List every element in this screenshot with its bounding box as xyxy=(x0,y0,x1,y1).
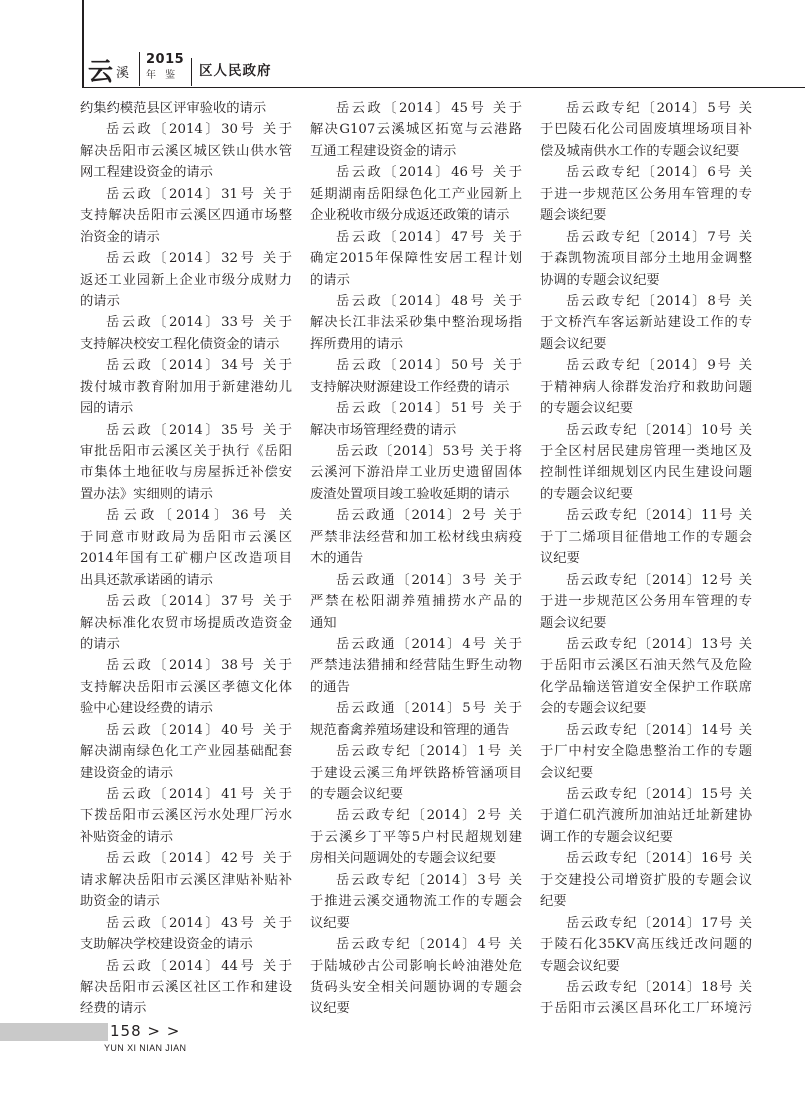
text-line: 经费的请示 xyxy=(80,1001,147,1017)
text-line: 严禁在松阳湖养殖捕捞水产品的 xyxy=(310,594,522,610)
text-line: 岳云政专纪〔2014〕14号 关 xyxy=(566,722,752,738)
yearbook-logo-main: 云 xyxy=(88,57,114,86)
text-line: 严禁违法猎捕和经营陆生野生动物 xyxy=(310,658,522,674)
text-line: 岳云政专纪〔2014〕13号 关 xyxy=(566,636,752,652)
text-line: 支持解决校安工程化债资金的请示 xyxy=(80,336,280,352)
text-line: 岳云政通〔2014〕3号 关于 xyxy=(336,572,522,588)
text-line: 支持解决岳阳市云溪区四通市场整 xyxy=(80,208,292,224)
text-line: 于推进云溪交通物流工作的专题会 xyxy=(310,894,522,910)
header-divider xyxy=(139,52,140,86)
text-line: 于全区村居民建房管理一类地区及 xyxy=(540,444,752,459)
text-line: 的通告 xyxy=(310,679,350,695)
text-line: 确定2015年保障性安居工程计划 xyxy=(310,251,522,267)
text-line: 议纪要 xyxy=(540,551,580,567)
text-line: 云溪河下游沿岸工业历史遗留固体 xyxy=(310,465,522,481)
text-line: 控制性详细规划区内民生建设问题 xyxy=(540,465,752,481)
text-line: 岳云政专纪〔2014〕17号 关 xyxy=(566,915,752,931)
text-line: 岳云政〔2014〕51号 关于 xyxy=(336,401,522,417)
text-line: 置办法》实细则的请示 xyxy=(80,486,213,502)
text-line: 企业税收市级分成返还政策的请示 xyxy=(310,208,510,224)
text-line: 纪要 xyxy=(540,894,567,910)
text-line: 岳云政〔2014〕30号 关于 xyxy=(106,122,292,138)
text-line: 的请示 xyxy=(80,636,120,652)
text-column-middle xyxy=(310,98,522,1020)
text-line: 解决标准化农贸市场提质改造资金 xyxy=(80,615,292,631)
text-line: 木的通告 xyxy=(310,551,364,567)
text-line: 岳云政专纪〔2014〕4号 关 xyxy=(336,937,522,953)
text-line: 废渣处置项目竣工验收延期的请示 xyxy=(310,486,510,502)
text-line: 岳云政专纪〔2014〕12号 关 xyxy=(566,572,752,588)
text-line: 专题会议纪要 xyxy=(540,958,620,974)
text-line: 拨付城市教育附加用于新建港幼儿 xyxy=(80,379,292,395)
text-line: 解决岳阳市云溪区社区工作和建设 xyxy=(80,979,292,995)
text-line: 出具还款承诺函的请示 xyxy=(80,572,213,588)
text-line: 会议纪要 xyxy=(540,765,594,781)
text-line: 题会议纪要 xyxy=(540,336,607,352)
text-line: 返还工业园新上企业市级分成财力 xyxy=(80,272,292,288)
text-line: 解决湖南绿色化工产业园基础配套 xyxy=(80,744,292,760)
text-line: 岳云政〔2014〕50号 关于 xyxy=(336,358,522,374)
text-line: 岳云政〔2014〕36号 关 xyxy=(106,508,292,524)
text-line: 房相关问题调处的专题会议纪要 xyxy=(310,851,497,867)
text-line: 岳云政专纪〔2014〕5号 关 xyxy=(566,101,752,116)
text-line: 岳云政专纪〔2014〕15号 关 xyxy=(566,787,752,802)
text-line: 岳云政〔2014〕38号 关于 xyxy=(106,658,292,674)
text-line: 岳云政专纪〔2014〕18号 关 xyxy=(566,979,752,995)
text-line: 岳云政专纪〔2014〕2号 关 xyxy=(336,808,522,824)
text-column-left xyxy=(80,98,292,1020)
yearbook-logo-sub: 溪 xyxy=(116,66,130,81)
text-line: 于厂中村安全隐患整治工作的专题 xyxy=(540,744,752,760)
text-line: 建设资金的请示 xyxy=(80,765,174,781)
text-line: 请求解决岳阳市云溪区津贴补贴补 xyxy=(80,872,292,888)
text-line: 约集约模范县区评审验收的请示 xyxy=(80,101,267,116)
text-line: 题会议纪要 xyxy=(540,615,607,631)
text-line: 岳云政〔2014〕34号 关于 xyxy=(106,358,292,374)
text-line: 审批岳阳市云溪区关于执行《岳阳 xyxy=(80,444,292,459)
text-line: 通知 xyxy=(310,615,337,631)
text-line: 严禁非法经营和加工松材线虫病疫 xyxy=(310,529,522,545)
text-line: 岳云政专纪〔2014〕9号 关 xyxy=(566,358,752,374)
text-line: 的专题会议纪要 xyxy=(540,401,634,417)
text-line: 于道仁矶汽渡所加油站迁址新建协 xyxy=(540,808,752,824)
text-line: 解决长江非法采砂集中整治现场指 xyxy=(310,315,522,331)
text-line: 岳云政专纪〔2014〕3号 关 xyxy=(336,872,522,888)
text-line: 岳云政〔2014〕47号 关于 xyxy=(336,229,522,245)
text-line: 园的请示 xyxy=(80,401,134,417)
text-line: 于丁二烯项目征借地工作的专题会 xyxy=(540,529,752,545)
text-line: 网工程建设资金的请示 xyxy=(80,165,213,181)
text-line: 于精神病人徐群发治疗和救助问题 xyxy=(540,379,752,395)
text-line: 岳云政通〔2014〕2号 关于 xyxy=(336,508,522,524)
text-line: 岳云政〔2014〕41号 关于 xyxy=(106,787,292,802)
text-line: 调工作的专题会议纪要 xyxy=(540,829,673,845)
text-line: 解决岳阳市云溪区城区铁山供水管 xyxy=(80,143,292,159)
text-line: 治资金的请示 xyxy=(80,229,160,245)
text-line: 解决G107云溪城区拓宽与云港路 xyxy=(310,122,522,138)
text-line: 2014年国有工矿棚户区改造项目 xyxy=(80,551,292,567)
text-line: 延期湖南岳阳绿色化工产业园新上 xyxy=(310,186,522,202)
text-line: 的请示 xyxy=(80,293,120,309)
text-line: 于进一步规范区公务用车管理的专 xyxy=(540,594,752,610)
header-divider xyxy=(191,58,192,86)
text-line: 岳云政通〔2014〕5号 关于 xyxy=(336,701,522,717)
text-line: 岳云政专纪〔2014〕7号 关 xyxy=(566,229,752,245)
text-line: 岳云政〔2014〕46号 关于 xyxy=(336,165,522,181)
text-line: 规范畜禽养殖场建设和管理的通告 xyxy=(310,722,510,738)
text-line: 验中心建设经费的请示 xyxy=(80,701,213,717)
text-line: 岳云政专纪〔2014〕1号 关 xyxy=(336,744,522,760)
footer-bar xyxy=(0,1023,108,1041)
text-line: 化学品输送管道安全保护工作联席 xyxy=(540,679,752,695)
text-line: 于陵石化35KV高压线迁改问题的 xyxy=(540,937,752,953)
text-line: 于巴陵石化公司固废填埋场项目补 xyxy=(540,122,752,138)
text-line: 互通工程建设资金的请示 xyxy=(310,143,457,159)
text-line: 岳云政〔2014〕33号 关于 xyxy=(106,315,292,331)
text-line: 下拨岳阳市云溪区污水处理厂污水 xyxy=(80,808,292,824)
text-line: 岳云政〔2014〕53号 关于将 xyxy=(336,444,522,459)
text-line: 的专题会议纪要 xyxy=(310,787,404,802)
text-line: 岳云政〔2014〕48号 关于 xyxy=(336,293,522,309)
text-line: 于岳阳市云溪区昌环化工厂环境污 xyxy=(540,1001,752,1017)
text-line: 支持解决财源建设工作经费的请示 xyxy=(310,379,510,395)
text-line: 于森凯物流项目部分土地用金调整 xyxy=(540,251,752,267)
text-line: 议纪要 xyxy=(310,1001,350,1017)
text-line: 议纪要 xyxy=(310,915,350,931)
header-bottom-rule xyxy=(82,87,805,88)
footer-subtitle: YUN XI NIAN JIAN xyxy=(104,1043,187,1053)
text-line: 岳云政〔2014〕42号 关于 xyxy=(106,851,292,867)
text-line: 于同意市财政局为岳阳市云溪区 xyxy=(80,529,292,545)
text-line: 岳云政〔2014〕43号 关于 xyxy=(106,915,292,931)
text-line: 岳云政〔2014〕37号 关于 xyxy=(106,594,292,610)
text-line: 市集体土地征收与房屋拆迁补偿安 xyxy=(80,465,292,481)
text-line: 岳云政〔2014〕31号 关于 xyxy=(106,186,292,202)
text-line: 岳云政〔2014〕40号 关于 xyxy=(106,722,292,738)
text-line: 岳云政专纪〔2014〕6号 关 xyxy=(566,165,752,181)
text-line: 岳云政〔2014〕32号 关于 xyxy=(106,251,292,267)
text-line: 岳云政〔2014〕35号 关于 xyxy=(106,422,292,438)
page-number: 158 > > xyxy=(110,1022,181,1040)
text-line: 的专题会议纪要 xyxy=(540,486,634,502)
text-line: 协调的专题会议纪要 xyxy=(540,272,660,288)
text-line: 岳云政通〔2014〕4号 关于 xyxy=(336,636,522,652)
text-line: 挥所费用的请示 xyxy=(310,336,404,352)
text-line: 岳云政专纪〔2014〕16号 关 xyxy=(566,851,752,867)
text-line: 于进一步规范区公务用车管理的专 xyxy=(540,186,752,202)
text-line: 支助解决学校建设资金的请示 xyxy=(80,937,253,953)
text-line: 补贴资金的请示 xyxy=(80,829,174,845)
text-line: 岳云政专纪〔2014〕8号 关 xyxy=(566,293,752,309)
text-line: 于陆城砂古公司影响长岭油港处危 xyxy=(310,958,522,974)
text-line: 于交建投公司增资扩股的专题会议 xyxy=(540,872,752,888)
text-line: 岳云政〔2014〕44号 关于 xyxy=(106,958,292,974)
text-line: 于岳阳市云溪区石油天然气及危险 xyxy=(540,658,752,674)
text-line: 解决市场管理经费的请示 xyxy=(310,422,457,438)
text-line: 于云溪乡丁平等5户村民超规划建 xyxy=(310,829,522,845)
text-line: 岳云政专纪〔2014〕11号 关 xyxy=(566,508,752,524)
yearbook-label: 年 鉴 xyxy=(146,70,179,81)
text-line: 偿及城南供水工作的专题会议纪要 xyxy=(540,143,740,159)
text-line: 题会谈纪要 xyxy=(540,208,607,224)
text-line: 会的专题会议纪要 xyxy=(540,701,647,717)
text-line: 的请示 xyxy=(310,272,350,288)
section-title: 区人民政府 xyxy=(199,63,272,79)
text-line: 岳云政专纪〔2014〕10号 关 xyxy=(566,422,752,438)
yearbook-year: 2015 xyxy=(146,52,185,67)
text-line: 助资金的请示 xyxy=(80,894,160,910)
text-line: 于建设云溪三角坪铁路桥管涵项目 xyxy=(310,765,522,781)
text-column-right xyxy=(540,98,752,1020)
text-line: 支持解决岳阳市云溪区孝德文化体 xyxy=(80,679,292,695)
header-vertical-rule xyxy=(82,0,84,88)
text-line: 货码头安全相关问题协调的专题会 xyxy=(310,979,522,995)
text-line: 岳云政〔2014〕45号 关于 xyxy=(336,101,522,116)
text-line: 于文桥汽车客运新站建设工作的专 xyxy=(540,315,752,331)
